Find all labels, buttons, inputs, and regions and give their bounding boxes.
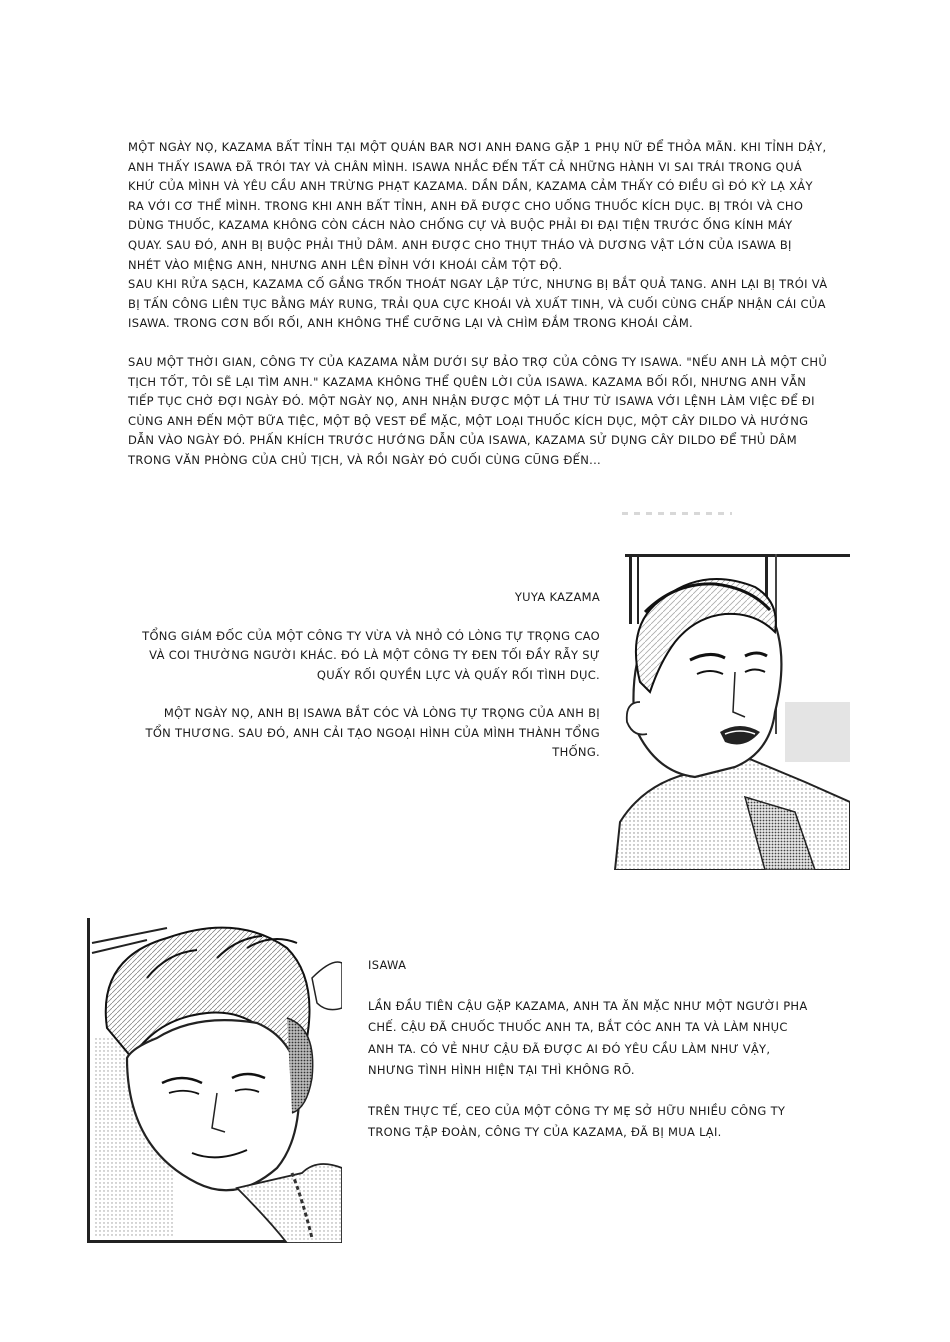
synopsis-text [128, 138, 828, 471]
isawa-profile [368, 955, 808, 1144]
isawa-name: ISAWA [368, 958, 407, 972]
synopsis-paragraph-3: SAU MỘT THỜI GIAN, CÔNG TY CỦA KAZAMA NẰM DƯỚI SỰ BẢO TRỢ CỦA CÔNG TY ISAWA. "NẾU ANH LÀ MỘT CHỦ TỊCH TỐT, TÔI SẼ LẠI TÌM ANH." KAZAMA KHÔNG THỂ QUÊN LỜI CỦA ISAWA. KAZAMA BỐI RỐI, NHƯNG ANH VẪN TIẾP TỤC CHỜ ĐỢI NGÀY ĐÓ. MỘT NGÀY NỌ, ANH NHẬN ĐƯỢC MỘT LÁ THƯ TỪ ISAWA VỚI LỆNH LÀM VIỆC ĐỂ ĐI CÙNG ANH ĐẾN MỘT BỮA TIỆC, MỘT BỘ VEST ĐỂ MẶC, MỘT LOẠI THUỐC KÍCH DỤC, MỘT CÂY DILDO VÀ HƯỚNG DẪN VÀO NGÀY ĐÓ. PHẤN KHÍCH TRƯỚC HƯỚNG DẪN CỦA ISAWA, KAZAMA SỬ DỤNG CÂY DILDO ĐỂ THỦ DÂM TRONG VĂN PHÒNG CỦA CHỦ TỊCH, VÀ RỒI NGÀY ĐÓ CUỐI CÙNG CŨNG ĐẾN... [128, 354, 828, 467]
isawa-description-1: LẦN ĐẦU TIÊN CẬU GẶP KAZAMA, ANH TA ĂN MẶC NHƯ MỘT NGƯỜI PHA CHẾ. CẬU ĐÃ CHUỐC THUỐC ANH TA, BẮT CÓC ANH TA VÀ LÀM NHỤC ANH TA. CÓ VẺ NHƯ CẬU ĐÃ ĐƯỢC AI ĐÓ YÊU CẦU LÀM NHƯ VẬY, NHƯNG TÌNH HÌNH HIỆN TẠI THÌ KHÔNG RÕ. [368, 998, 808, 1077]
synopsis-paragraph-2: SAU KHI RỬA SẠCH, KAZAMA CỐ GẮNG TRỐN THOÁT NGAY LẬP TỨC, NHƯNG BỊ BẮT QUẢ TANG. ANH LẠI BỊ TRÓI VÀ BỊ TẤN CÔNG LIÊN TỤC BẰNG MÁY RUNG, TRẢI QUA CỰC KHOÁI VÀ XUẤT TINH, VÀ CUỐI CÙNG CHẤP NHẬN CÁI CỦA ISAWA. TRONG CƠN BỐI RỐI, ANH KHÔNG THỂ CƯỠNG LẠI VÀ CHÌM ĐẮM TRONG KHOÁI CẢM. [128, 277, 828, 331]
synopsis-paragraph-1: MỘT NGÀY NỌ, KAZAMA BẤT TỈNH TẠI MỘT QUÁN BAR NƠI ANH ĐANG GẶP 1 PHỤ NỮ ĐỂ THỎA MÃN. KHI TỈNH DẬY, ANH THẤY ISAWA ĐÃ TRÓI TAY VÀ CHÂN MÌNH. ISAWA NHẮC ĐẾN TẤT CẢ NHỮNG HÀNH VI SAI TRÁI TRONG QUÁ KHỨ CỦA MÌNH VÀ YÊU CẦU ANH TRỪNG PHẠT KAZAMA. DẦN DẦN, KAZAMA CẢM THẤY CÓ ĐIỀU GÌ ĐÓ KỲ LẠ XẢY RA VỚI CƠ THỂ MÌNH. TRONG KHI ANH BẤT TỈNH, ANH ĐÃ ĐƯỢC CHO UỐNG THUỐC KÍCH DỤC. BỊ TRÓI VÀ CHO DÙNG THUỐC, KAZAMA KHÔNG CÒN CÁCH NÀO CHỐNG CỰ VÀ BUỘC PHẢI ĐI ĐẠI TIỆN TRƯỚC ỐNG KÍNH MÁY QUAY. SAU ĐÓ, ANH BỊ BUỘC PHẢI THỦ DÂM. ANH ĐƯỢC CHO THỤT THÁO VÀ DƯƠNG VẬT LỚN CỦA ISAWA BỊ NHÉT VÀO MIỆNG ANH, NHƯNG ANH LÊN ĐỈNH VỚI KHOÁI CẢM TỘT ĐỘ. [128, 140, 827, 272]
kazama-profile [135, 588, 600, 763]
kazama-description-2: MỘT NGÀY NỌ, ANH BỊ ISAWA BẮT CÓC VÀ LÒNG TỰ TRỌNG CỦA ANH BỊ TỔN THƯƠNG. SAU ĐÓ, ANH CẢI TẠO NGOẠI HÌNH CỦA MÌNH THÀNH TỔNG THỐNG. [145, 706, 600, 759]
isawa-description-2: TRÊN THỰC TẾ, CEO CỦA MỘT CÔNG TY MẸ SỞ HỮU NHIỀU CÔNG TY TRONG TẬP ĐOÀN, CÔNG TY CỦA KAZAMA, ĐÃ BỊ MUA LẠI. [368, 1103, 786, 1139]
decorative-dots [622, 512, 732, 515]
kazama-illustration [585, 552, 850, 870]
kazama-description-1: TỔNG GIÁM ĐỐC CỦA MỘT CÔNG TY VỪA VÀ NHỎ CÓ LÒNG TỰ TRỌNG CAO VÀ COI THƯỜNG NGƯỜI KHÁC. ĐÓ LÀ MỘT CÔNG TY ĐEN TỐI ĐẦY RẪY SỰ QUẤY RỐI QUYỀN LỰC VÀ QUẤY RỐI TÌNH DỤC. [142, 628, 600, 682]
kazama-name: YUYA KAZAMA [514, 590, 600, 604]
isawa-illustration [87, 918, 342, 1243]
